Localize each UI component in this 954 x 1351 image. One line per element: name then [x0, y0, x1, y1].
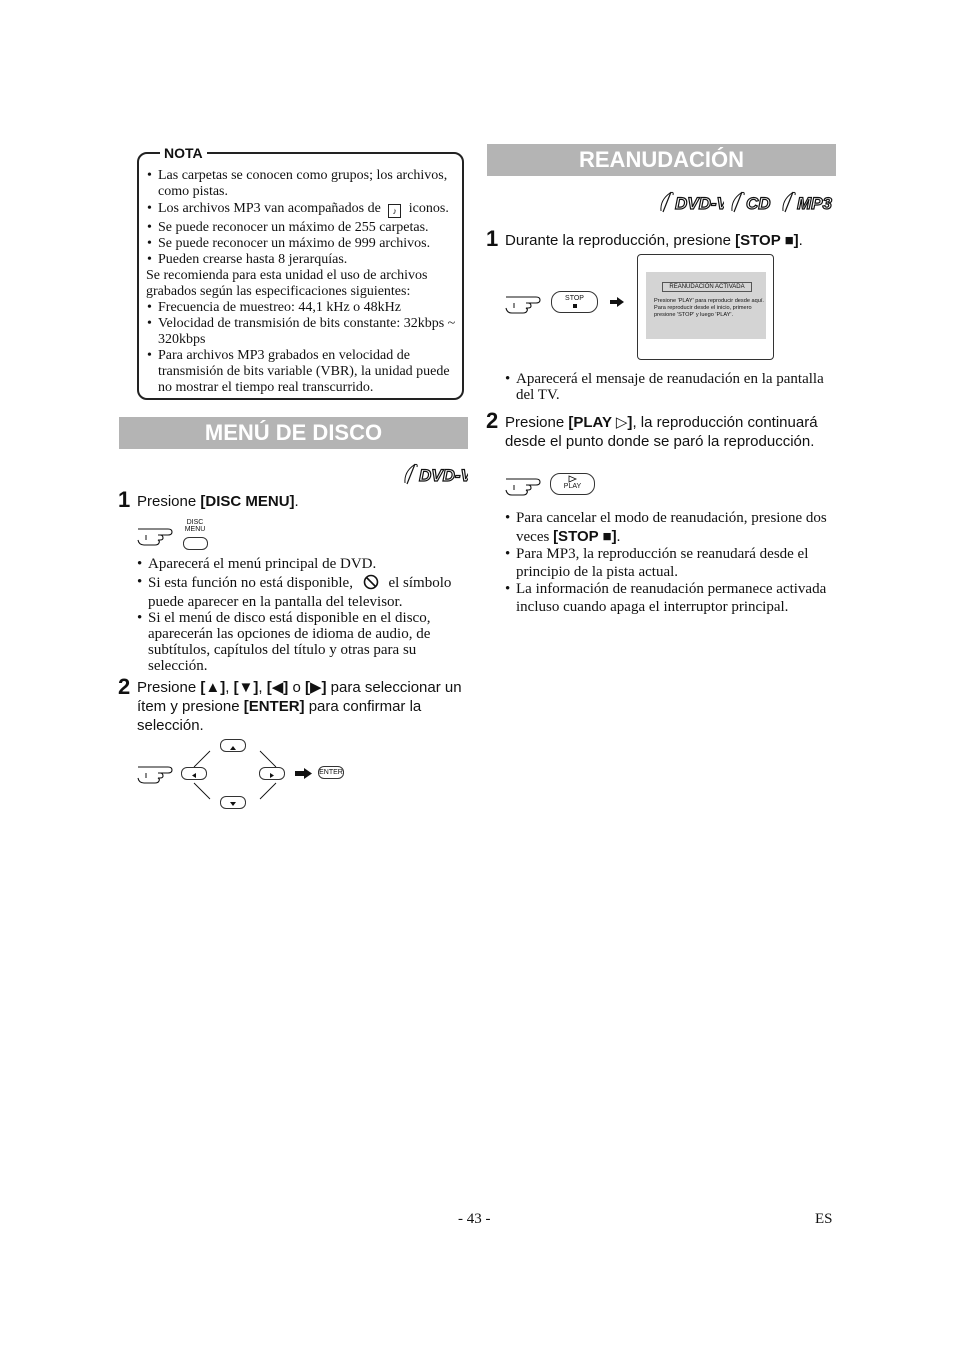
- pointing-hand-icon: [504, 472, 550, 503]
- list-item: • Aparecerá el mensaje de reanudación en la pantalla del TV.: [504, 371, 834, 403]
- step-number: 2: [486, 408, 499, 433]
- list-item: • Para cancelar el modo de reanudación, presione dos veces [STOP ■].: [504, 510, 834, 546]
- page-number: - 43 -: [458, 1211, 491, 1227]
- play-button[interactable]: [550, 473, 595, 495]
- nota-content: [146, 168, 460, 396]
- tv-screen: [637, 254, 774, 360]
- nota-item-text: iconos.: [408, 201, 449, 216]
- play-icon: [551, 474, 594, 483]
- key-name: [▲]: [200, 679, 226, 696]
- pointing-hand-icon: [504, 290, 550, 321]
- down-button[interactable]: [220, 796, 246, 809]
- step-text: [505, 231, 803, 250]
- nota-spec: • Frecuencia de muestreo: 44,1 kHz o 48kHz: [146, 300, 460, 316]
- list-item: • Para MP3, la reproducción se reanudará desde el principio de la pista actual.: [504, 546, 834, 581]
- key-name: [STOP ■]: [735, 232, 799, 249]
- badge-label: DVD-V: [419, 466, 468, 485]
- dvd-v-badge: [658, 188, 724, 221]
- key-name: [◀]: [266, 679, 289, 696]
- key-name: [ENTER]: [243, 698, 305, 715]
- step-text-part: Presione: [505, 414, 569, 431]
- play-label: PLAY: [563, 483, 582, 490]
- nota-spec: • Para archivos MP3 grabados en velocidad de transmisión de bits variable (VBR), la unidad puede no mostrar el tiempo real transcurrido.: [146, 348, 460, 396]
- step-text-part: o: [288, 679, 305, 696]
- step-number: 1: [486, 226, 499, 251]
- disc-menu-button[interactable]: [183, 537, 208, 550]
- resume-line: Presione 'PLAY' para reproducir desde aquí.: [654, 298, 764, 304]
- resume-banner: REANUDACIÓN ACTIVADA: [662, 282, 752, 292]
- key-name: [▼]: [233, 679, 259, 696]
- step-text-part: para seleccionar un ítem y presione: [137, 679, 462, 715]
- step-text-part: Presione: [137, 493, 201, 510]
- prohibited-icon: [363, 574, 379, 594]
- mp3-badge: [780, 188, 834, 221]
- arrow-next-icon: [294, 767, 314, 785]
- arrow-next-icon: [609, 295, 625, 313]
- key-name: [DISC MENU]: [200, 493, 295, 510]
- nota-item: • Las carpetas se conocen como grupos; los archivos, como pistas.: [146, 168, 460, 200]
- step-text-part: Presione: [137, 679, 201, 696]
- stop-button[interactable]: [551, 291, 598, 313]
- list-item: • Si el menú de disco está disponible en el disco, aparecerán las opciones de idioma de audio, de subtítulos, capítulos del título y otras para su selección.: [136, 610, 470, 674]
- reanudacion-bullets: [504, 510, 834, 616]
- dvd-v-badge: [402, 460, 468, 493]
- nota-item: [146, 201, 460, 218]
- step-text: [505, 413, 835, 451]
- list-item: [136, 574, 470, 610]
- step-text-part: Durante la reproducción, presione: [505, 232, 736, 249]
- language-code: ES: [815, 1211, 833, 1227]
- list-item: • Aparecerá el menú principal de DVD.: [136, 556, 470, 572]
- key-name: [▶]: [304, 679, 327, 696]
- reanudacion-header: [487, 144, 836, 176]
- stop-icon: [573, 304, 577, 308]
- nota-item: • Se puede reconocer un máximo de 999 archivos.: [146, 236, 460, 252]
- section-title: MENÚ DE DISCO: [204, 420, 383, 445]
- step-text: [137, 492, 299, 511]
- nota-item: • Pueden crearse hasta 8 jerarquías.: [146, 252, 460, 268]
- pointing-hand-icon: [136, 760, 182, 791]
- stop-label: STOP: [565, 295, 584, 302]
- list-item: • La información de reanudación permanece activada incluso cuando apaga el interruptor principal.: [504, 581, 834, 616]
- badge-label: CD: [746, 194, 771, 213]
- step-number: 2: [118, 674, 131, 699]
- section-title: REANUDACIÓN: [579, 147, 744, 172]
- cd-badge: [729, 188, 775, 221]
- key-name: [STOP ■]: [553, 527, 617, 545]
- enter-button[interactable]: ENTER: [318, 766, 344, 779]
- arrow-up-icon: [221, 742, 245, 753]
- step-text-part: .: [294, 493, 299, 510]
- nota-label: NOTA: [160, 145, 207, 161]
- tv-screen-content: [646, 272, 766, 339]
- nota-item-text: Los archivos MP3 van acompañados de: [158, 201, 381, 216]
- arrow-right-icon: [260, 770, 284, 781]
- up-button[interactable]: [220, 739, 246, 752]
- nota-item: • Se puede reconocer un máximo de 255 carpetas.: [146, 220, 460, 236]
- step-number: 1: [118, 487, 131, 512]
- menu-disco-header: [119, 417, 468, 449]
- menu-disco-bullets: [136, 556, 470, 674]
- arrow-left-icon: [182, 770, 206, 781]
- nota-paragraph: Se recomienda para esta unidad el uso de archivos grabados según las especificaciones siguientes:: [146, 268, 428, 299]
- right-button[interactable]: [259, 767, 285, 780]
- resume-line: Para reproducir desde el inicio, primero presione 'STOP' y luego 'PLAY'.: [654, 305, 752, 318]
- list-item-text: Para cancelar el modo de reanudación, presione dos veces: [516, 510, 827, 545]
- step-text-part: .: [798, 232, 803, 249]
- key-name: [PLAY ▷]: [568, 414, 633, 431]
- badge-label: MP3: [797, 194, 832, 213]
- music-file-icon: ♪: [388, 204, 401, 218]
- disc-menu-label: DISC MENU: [184, 519, 206, 533]
- badge-label: DVD-V: [675, 194, 724, 213]
- step-text-part: , la reproducción continuará desde el punto donde se paró la reproducción.: [505, 414, 818, 450]
- resume-message: [654, 298, 764, 319]
- pointing-hand-icon: [136, 522, 182, 553]
- step-text: Presione [▲], [▼], [◀] o [▶] para seleccionar un ítem y presione [ENTER] para confirmar la selección.: [137, 679, 462, 734]
- nota-spec: • Velocidad de transmisión de bits constante: 32kbps ~ 320kbps: [146, 316, 460, 348]
- arrow-down-icon: [221, 799, 245, 810]
- list-item-text: el símbolo puede aparecer en la pantalla del televisor.: [148, 575, 452, 610]
- step-text-part: para confirmar la selección.: [137, 698, 422, 734]
- list-item-text: Si esta función no está disponible,: [148, 575, 353, 591]
- step1-bullet: [504, 371, 834, 403]
- left-button[interactable]: [181, 767, 207, 780]
